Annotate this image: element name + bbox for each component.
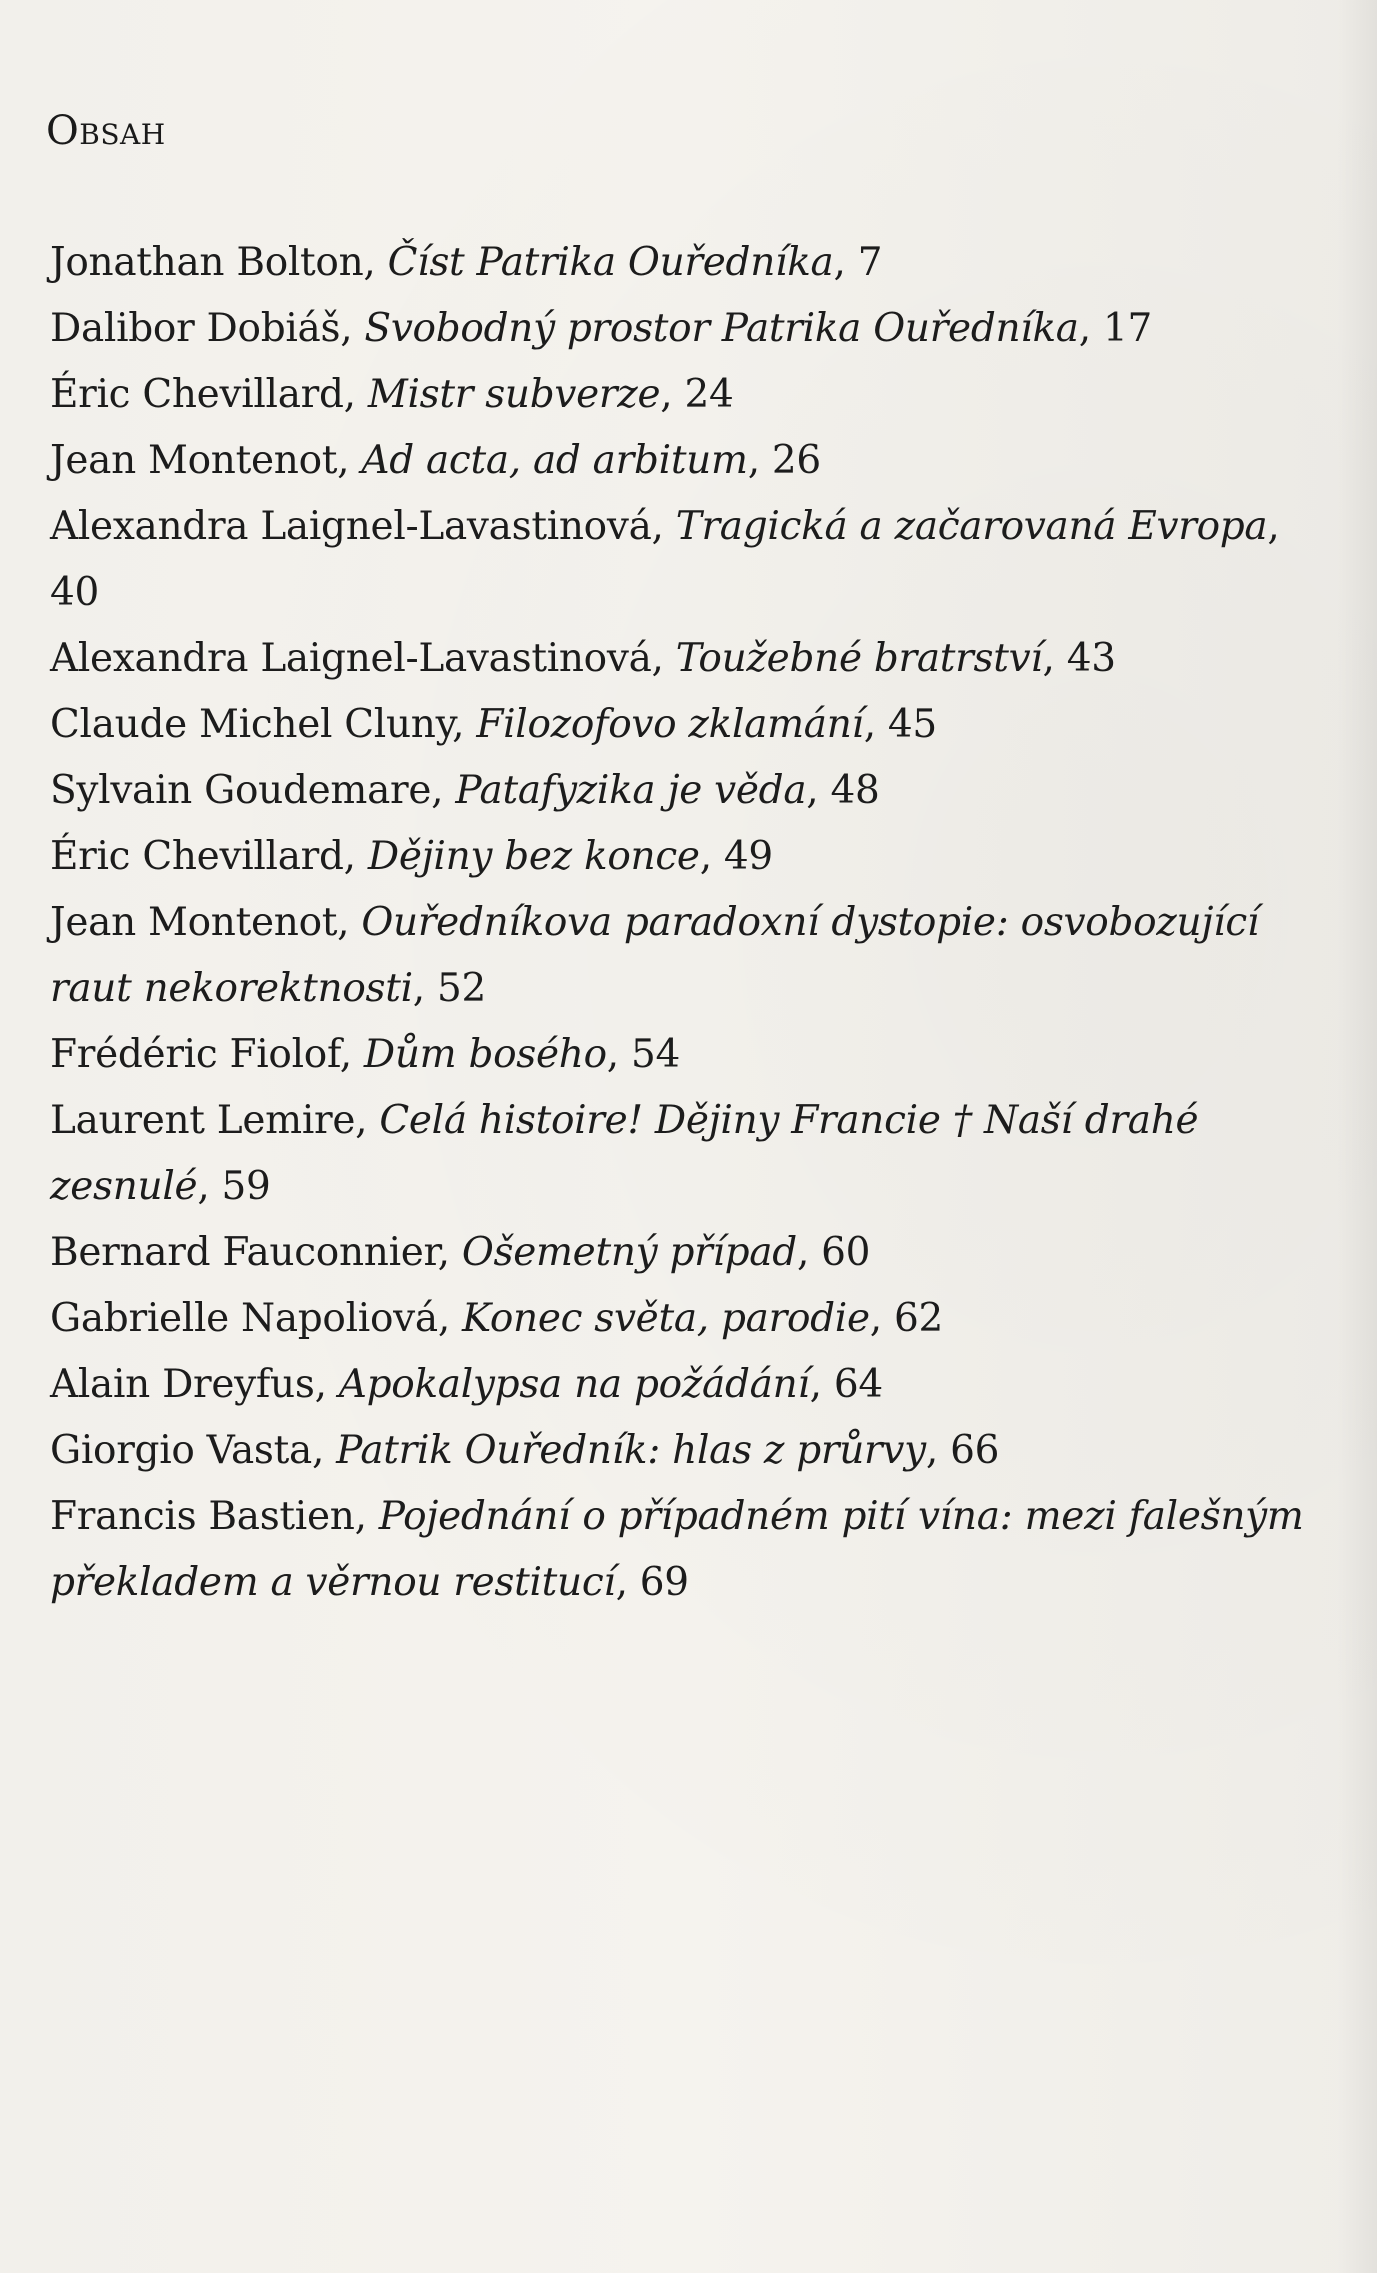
- entry-author: Claude Michel Cluny,: [50, 702, 477, 747]
- entry-author: Giorgio Vasta,: [50, 1428, 337, 1473]
- entry-author: Éric Chevillard,: [50, 834, 368, 879]
- page-gutter-shadow: [1337, 0, 1377, 2273]
- entry-author: Jean Montenot,: [50, 438, 362, 483]
- toc-entry-16: [50, 1418, 1310, 1484]
- entry-title-continued: překladem a věrnou restitucí: [50, 1560, 616, 1605]
- entry-page: , 62: [869, 1296, 943, 1341]
- entry-page: , 48: [806, 768, 880, 813]
- entry-author: Frédéric Fiolof,: [50, 1032, 364, 1077]
- entry-title: Konec světa, parodie: [462, 1296, 870, 1341]
- entry-page: , 64: [809, 1362, 883, 1407]
- toc-entry-4: [50, 428, 1310, 494]
- entry-title: Tragická a začarovaná Evropa: [675, 504, 1268, 549]
- entry-page: , 45: [863, 702, 937, 747]
- entry-page: , 66: [925, 1428, 1000, 1473]
- entry-author: Alexandra Laignel-Lavastinová,: [50, 504, 676, 549]
- entry-title: Patafyzika je věda: [455, 768, 807, 813]
- entry-title: Číst Patrika Ouředníka: [387, 240, 834, 285]
- toc-entry-10: [50, 890, 1310, 1022]
- toc-entry-7: [50, 692, 1310, 758]
- entry-author: Alain Dreyfus,: [50, 1362, 339, 1407]
- entry-title: Ošemetný případ: [461, 1230, 797, 1275]
- entry-title: Ouředníkova paradoxní dystopie: osvobozující: [361, 900, 1260, 945]
- toc-entry-1: [50, 230, 1310, 296]
- toc-entry-13: [50, 1220, 1310, 1286]
- entry-page: , 60: [796, 1230, 871, 1275]
- entry-author: Francis Bastien,: [50, 1494, 379, 1539]
- entry-page: , 40: [50, 504, 1280, 615]
- entry-author: Alexandra Laignel-Lavastinová,: [50, 636, 676, 681]
- toc-entry-9: [50, 824, 1310, 890]
- entry-page: , 52: [412, 966, 487, 1011]
- table-of-contents: [50, 230, 1310, 1616]
- entry-title: Patrik Ouředník: hlas z průrvy: [336, 1428, 926, 1473]
- entry-page: , 69: [615, 1560, 689, 1605]
- entry-page: , 54: [606, 1032, 681, 1077]
- entry-author: Dalibor Dobiáš,: [50, 306, 365, 351]
- toc-entry-14: [50, 1286, 1310, 1352]
- entry-author: Jonathan Bolton,: [50, 240, 388, 285]
- entry-title: Dějiny bez konce: [367, 834, 700, 879]
- entry-title: Toužebné bratrství: [675, 636, 1043, 681]
- entry-page: , 49: [699, 834, 773, 879]
- entry-author: Gabrielle Napoliová,: [50, 1296, 463, 1341]
- entry-author: Bernard Fauconnier,: [50, 1230, 462, 1275]
- toc-entry-17: [50, 1484, 1310, 1616]
- toc-entry-8: [50, 758, 1310, 824]
- toc-entry-3: [50, 362, 1310, 428]
- entry-title: Svobodný prostor Patrika Ouředníka: [364, 306, 1079, 351]
- entry-page: , 24: [660, 372, 734, 417]
- entry-title: Apokalypsa na požádání: [338, 1362, 810, 1407]
- entry-page: , 7: [833, 240, 883, 285]
- toc-entry-11: [50, 1022, 1310, 1088]
- entry-author: Jean Montenot,: [50, 900, 362, 945]
- toc-entry-5: [50, 494, 1310, 626]
- entry-title: Celá histoire! Dějiny Francie † Naší drahé: [379, 1098, 1199, 1143]
- entry-page: , 26: [747, 438, 821, 483]
- toc-entry-2: [50, 296, 1310, 362]
- entry-title: Mistr subverze: [367, 372, 661, 417]
- entry-author: Sylvain Goudemare,: [50, 768, 456, 813]
- entry-title-continued: zesnulé: [50, 1164, 198, 1209]
- entry-page: , 17: [1078, 306, 1152, 351]
- entry-author: Laurent Lemire,: [50, 1098, 380, 1143]
- toc-entry-6: [50, 626, 1310, 692]
- entry-author: Éric Chevillard,: [50, 372, 368, 417]
- entry-title: Dům bosého: [363, 1032, 607, 1077]
- page-heading: Obsah: [46, 108, 166, 154]
- toc-entry-12: [50, 1088, 1310, 1220]
- toc-entry-15: [50, 1352, 1310, 1418]
- entry-page: , 59: [197, 1164, 271, 1209]
- entry-title: Pojednání o případném pití vína: mezi falešným: [378, 1494, 1304, 1539]
- entry-title: Ad acta, ad arbitum: [361, 438, 748, 483]
- entry-page: , 43: [1042, 636, 1116, 681]
- entry-title-continued: raut nekorektnosti: [50, 966, 413, 1011]
- entry-title: Filozofovo zklamání: [476, 702, 864, 747]
